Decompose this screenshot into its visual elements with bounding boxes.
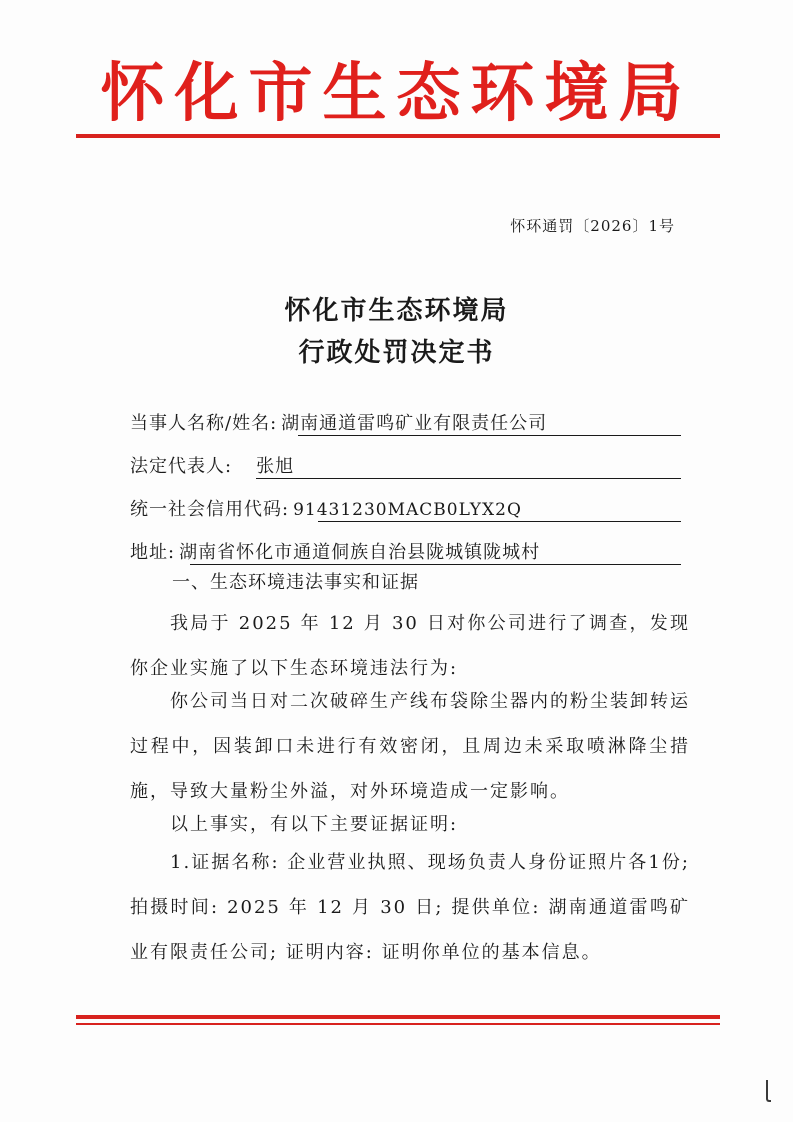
page-corner-mark [766,1080,771,1102]
address-row [130,540,681,566]
address-underline [190,564,681,565]
party-name-underline [298,435,681,436]
legal-rep-row [130,454,681,480]
party-name-label: 当事人名称/姓名: [130,413,278,434]
footer-red-rule-thin [76,1023,720,1025]
legal-rep-underline [256,478,681,479]
credit-code-value: 91431230MACB0LYX2Q [293,500,522,520]
party-name-row [130,411,681,437]
paragraph-evidence-intro: 以上事实，有以下主要证据证明: [170,814,459,835]
masthead-red-rule [76,134,720,138]
document-number: 怀环通罚〔2026〕1号 [510,217,675,235]
credit-code-row [130,497,681,523]
paragraph-investigation: 我局于 2025 年 12 月 30 日对你公司进行了调查，发现你企业实施了以下生态环境违法行为: [130,613,690,679]
section-heading-facts: 一、生态环境违法事实和证据 [172,572,419,593]
paragraph-violation: 你公司当日对二次破碎生产线布袋除尘器内的粉尘装卸转运过程中，因装卸口未进行有效密闭，且周边未采取喷淋降尘措施，导致大量粉尘外溢，对外环境造成一定影响。 [130,691,690,802]
title-line-decision: 行政处罚决定书 [298,338,495,368]
agency-masthead: 怀化市生态环境局 [100,57,693,131]
address-value: 湖南省怀化市通道侗族自治县陇城镇陇城村 [179,542,541,563]
document-title [0,290,793,374]
footer-red-rule-thick [76,1015,720,1019]
legal-rep-value: 张旭 [256,456,295,477]
legal-rep-label: 法定代表人: [130,456,233,477]
address-label: 地址: [130,542,176,563]
credit-code-underline [318,521,681,522]
credit-code-label: 统一社会信用代码: [130,499,290,520]
paragraph-evidence-item-1: 1.证据名称: 企业营业执照、现场负责人身份证照片各1份; 拍摄时间: 2025 年 12 月 30 日; 提供单位: 湖南通道雷鸣矿业有限责任公司; 证明内容: 证明你单位的基本信息。 [130,852,690,963]
title-line-agency: 怀化市生态环境局 [284,296,509,326]
party-name-value: 湖南通道雷鸣矿业有限责任公司 [281,413,548,434]
